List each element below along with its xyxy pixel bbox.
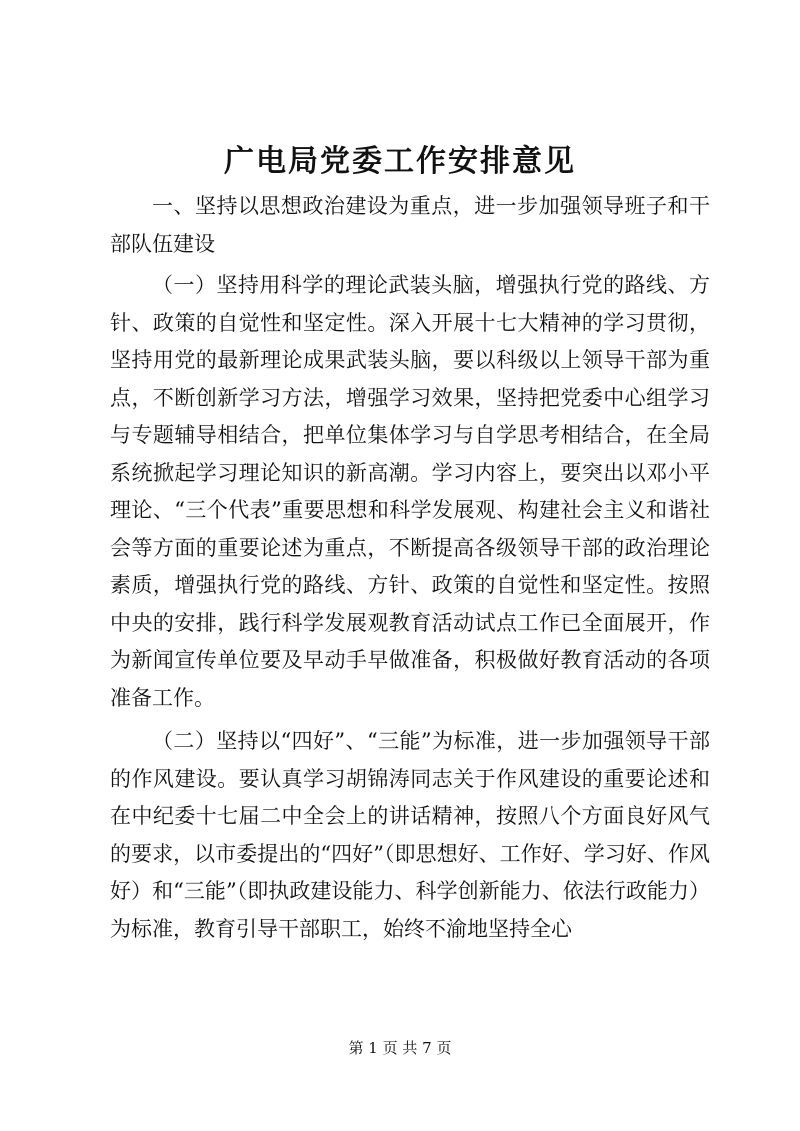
section-heading: 一、坚持以思想政治建设为重点，进一步加强领导班子和干部队伍建设: [110, 194, 710, 256]
document-title: 广电局党委工作安排意见: [224, 144, 576, 179]
paragraph-1: （一）坚持用科学的理论武装头脑，增强执行党的路线、方针、政策的自觉性和坚定性。深入开展十七大精神的学习贯彻，坚持用党的最新理论成果武装头脑，要以科级以上领导干部为重点，不断创新学习方法，增强学习效果，坚持把党委中心组学习与专题辅导相结合，把单位集体学习与自学思考相结合，在全局系统掀起学习理论知识的新高潮。学习内容上，要突出以邓小平理论、“三个代表”重要思想和科学发展观、构建社会主义和谐社会等方面的重要论述为重点，不断提高各级领导干部的政治理论素质，增强执行党的路线、方针、政策的自觉性和坚定性。按照中央的安排，践行科学发展观教育活动试点工作已全面展开，作为新闻宣传单位要及早动手早做准备，积极做好教育活动的各项准备工作。: [110, 273, 710, 710]
paragraph-2: （二）坚持以“四好”、“三能”为标准，进一步加强领导干部的作风建设。要认真学习胡锦涛同志关于作风建设的重要论述和在中纪委十七届二中全会上的讲话精神，按照八个方面良好风气的要求，以市委提出的“四好”（即思想好、工作好、学习好、作风好）和“三能”（即执政建设能力、科学创新能力、依法行政能力）为标准，教育引导干部职工，始终不渝地坚持全心: [110, 729, 710, 941]
page-footer: 第 1 页 共 7 页: [348, 1039, 452, 1057]
document-body: [110, 188, 710, 954]
